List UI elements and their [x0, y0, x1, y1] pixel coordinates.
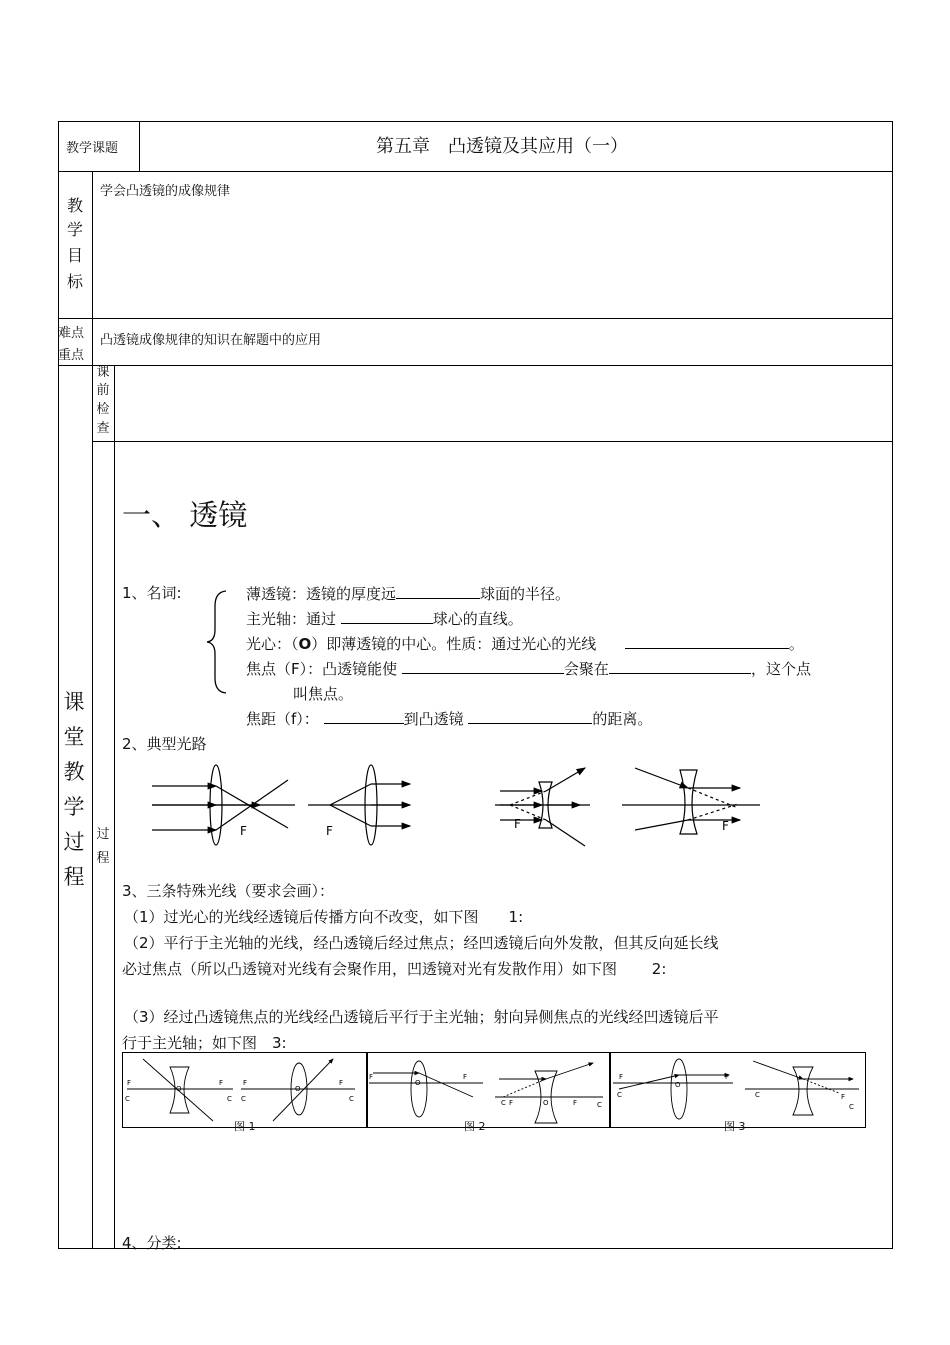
figure-1-caption: 图 1: [234, 1120, 256, 1133]
focus-line-2: 叫焦点。: [293, 685, 354, 703]
svg-text:C: C: [125, 1095, 130, 1103]
svg-text:O: O: [295, 1085, 301, 1093]
page-title: 第五章 凸透镜及其应用（一）: [376, 136, 628, 157]
optical-center-line: 光心：（O）即薄透镜的中心。性质：通过光心的光线 。: [246, 635, 804, 653]
objective-text: 学会凸透镜的成像规律: [100, 184, 231, 199]
svg-text:F: F: [369, 1073, 374, 1081]
key-points-text: 凸透镜成像规律的知识在解题中的应用: [100, 333, 322, 348]
svg-text:O: O: [543, 1099, 549, 1107]
svg-text:F: F: [243, 1079, 248, 1087]
svg-text:F: F: [463, 1073, 468, 1081]
focus-mark-4: F: [722, 819, 729, 833]
svg-text:C: C: [755, 1091, 760, 1099]
svg-text:C: C: [501, 1099, 506, 1107]
svg-text:O: O: [415, 1079, 421, 1087]
curly-brace-icon: [206, 590, 228, 694]
special-rays-label: 3、三条特殊光线（要求会画）：: [122, 882, 335, 900]
terms-label: 1、名词:: [122, 584, 182, 602]
typical-light-paths-label: 2、典型光路: [122, 735, 207, 753]
svg-text:C: C: [597, 1101, 602, 1109]
svg-text:C: C: [349, 1095, 354, 1103]
topic-label: 教学课题: [66, 141, 119, 156]
rule-3-line-2: 行于主光轴；如下图 3:: [122, 1034, 287, 1052]
svg-text:F: F: [841, 1093, 846, 1101]
thin-lens-line: 薄透镜：透镜的厚度远 球面的半径。: [246, 585, 571, 603]
main-axis-line: 主光轴：通过 球心的直线。: [246, 610, 523, 628]
difficulty-label: 难点: [58, 326, 85, 341]
rule-3-line-1: （3）经过凸透镜焦点的光线经凸透镜后平行于主光轴；射向异侧焦点的光线经凹透镜后平: [124, 1008, 719, 1026]
svg-text:C: C: [227, 1095, 232, 1103]
figure-3-caption: 图 3: [724, 1120, 746, 1133]
focus-mark-2: F: [326, 824, 333, 838]
figure-2-caption: 图 2: [464, 1120, 486, 1133]
svg-text:F: F: [339, 1079, 344, 1087]
svg-text:O: O: [675, 1081, 681, 1089]
classification-label: 4、分类:: [122, 1234, 182, 1252]
svg-text:F: F: [573, 1099, 578, 1107]
svg-text:F: F: [725, 1073, 730, 1081]
focus-mark-1: F: [240, 824, 247, 838]
special-rays-diagrams: [123, 1053, 865, 1127]
rule-1: （1）过光心的光线经透镜后传播方向不改变，如下图 1:: [124, 908, 524, 926]
svg-text:O: O: [176, 1085, 182, 1093]
svg-text:F: F: [127, 1079, 132, 1087]
svg-text:F: F: [619, 1073, 624, 1081]
rule-2-line-1: （2）平行于主光轴的光线，经凸透镜后经过焦点；经凹透镜后向外发散，但其反向延长线: [124, 934, 719, 952]
typical-light-paths-diagram: [140, 758, 780, 850]
svg-text:C: C: [849, 1103, 854, 1111]
svg-text:F: F: [509, 1099, 514, 1107]
rule-2-line-2: 必过焦点（所以凸透镜对光线有会聚作用，凹透镜对光有发散作用）如下图 2:: [122, 960, 667, 978]
section-heading: 一、 透镜: [122, 498, 248, 532]
focal-length-line: 焦距（f）： 到凸透镜 的距离。: [246, 710, 653, 728]
focus-mark-3: F: [514, 817, 521, 831]
key-point-label: 重点: [58, 348, 85, 363]
svg-text:C: C: [617, 1091, 622, 1099]
focus-line: 焦点（F）：凸透镜能使 会聚在 ，这个点: [246, 660, 811, 678]
svg-text:F: F: [219, 1079, 224, 1087]
svg-text:C: C: [241, 1095, 246, 1103]
